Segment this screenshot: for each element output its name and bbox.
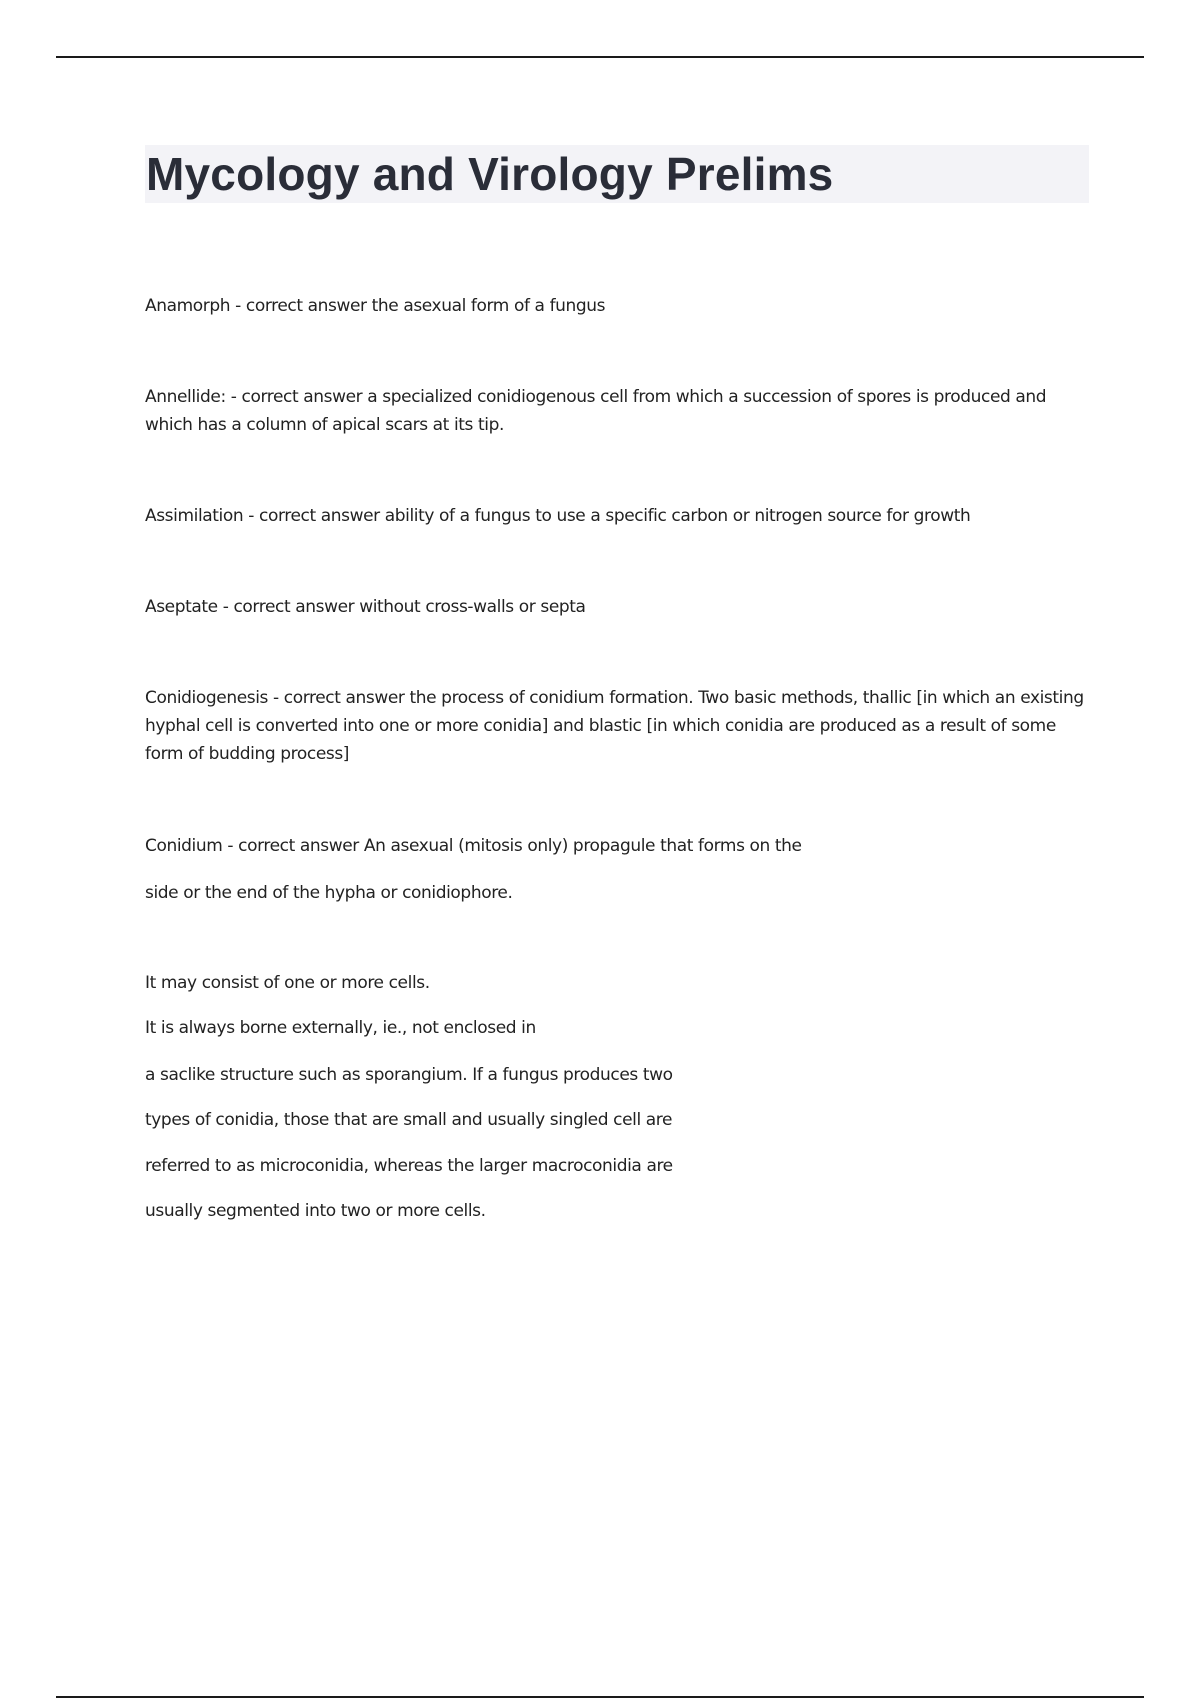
conidium-line: side or the end of the hypha or conidiophore. (145, 883, 513, 903)
entry-annellide: Annellide: - correct answer a specialized conidiogenous cell from which a succession of spores is produced and which has a column of apical scars at its tip. (145, 387, 1047, 435)
page-title: Mycology and Virology Prelims (146, 148, 834, 200)
bottom-rule (56, 1696, 1144, 1698)
entry-anamorph: Anamorph - correct answer the asexual form of a fungus (145, 296, 606, 316)
conidium-line: a saclike structure such as sporangium. If a fungus produces two (145, 1065, 673, 1085)
entry-aseptate: Aseptate - correct answer without cross-walls or septa (145, 597, 586, 617)
conidium-line: usually segmented into two or more cells. (145, 1201, 486, 1221)
conidium-line: It may consist of one or more cells. (145, 973, 430, 993)
conidium-line: referred to as microconidia, whereas the larger macroconidia are (145, 1156, 673, 1176)
conidium-line: It is always borne externally, ie., not enclosed in (145, 1018, 536, 1038)
entry-conidiogenesis: Conidiogenesis - correct answer the process of conidium formation. Two basic methods, thallic [in which an existing hyphal cell is converted into one or more conidia] and blastic [in which conidia are produced as a result of some form of budding process] (145, 688, 1084, 764)
entry-assimilation: Assimilation - correct answer ability of a fungus to use a specific carbon or nitrogen source for growth (145, 506, 971, 526)
conidium-line: types of conidia, those that are small and usually singled cell are (145, 1110, 673, 1130)
conidium-line: Conidium - correct answer An asexual (mitosis only) propagule that forms on the (145, 836, 802, 856)
top-rule (56, 56, 1144, 58)
